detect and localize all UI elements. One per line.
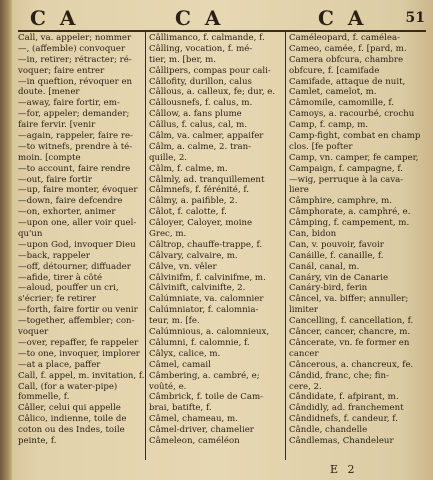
entry-line: doute. [mener [18, 87, 80, 98]
entry-line: voquer; faire entrer [18, 65, 105, 76]
entry-line: cere, 2. [289, 381, 322, 392]
entry-line: —aloud, pouffer un cri, [18, 283, 119, 294]
entry-line: Camp, vn. camper, fe camper, [289, 152, 419, 163]
entries-column-1 [18, 33, 144, 447]
entry-line: Câller, celui qui appelle [18, 403, 121, 414]
entry-line: Canál, canal, m. [289, 261, 360, 272]
entry-line: Câltrop, chauffe-trappe, f. [149, 239, 263, 250]
entry-line: Camlet, camelot, m. [289, 87, 377, 98]
entry-line: tier, m. [ber, m. [149, 54, 216, 65]
entry-line: Caméleopard, f. camélea- [289, 33, 401, 43]
entry-line: Câlm, f. calme, m. [149, 163, 228, 174]
entry-line: Câmphire, camphre, m. [289, 196, 392, 207]
entry-line: liere [289, 185, 309, 196]
entry-line: Câllow, a. fans plume [149, 109, 242, 120]
entry-line: —together, affembler; con- [18, 316, 135, 327]
entry-line: Canáry, vin de Canarie [289, 272, 389, 283]
entry-line: Câncerous, a. chancreux, fe. [289, 359, 414, 370]
entry-line: —forth, faire fortir ou venir [18, 305, 138, 316]
entry-line: fommelle, f. [18, 392, 70, 403]
entry-line: faire fervir. [venir [18, 120, 96, 131]
entry-line: Canáry-bird, ferin [289, 283, 368, 294]
entry-line: Câmel-driver, chamelier [149, 425, 254, 436]
entry-line: Cândidly, ad. franchement [289, 403, 404, 414]
entry-line: —in, retirer; rétracter; ré- [18, 54, 132, 65]
entry-line: cancer [289, 348, 319, 359]
entry-line: coton ou des Indes, toile [18, 425, 125, 436]
entry-line: Calúmniate, va. calomnier [149, 294, 264, 305]
entry-line: Câmphorate, a. camphré, e. [289, 207, 411, 218]
entry-line: Camoys, a. racourbé, crochu [289, 109, 415, 120]
entry-line: —, (affemble) convoquer [18, 43, 126, 54]
entry-line: Câlvary, calvaire, m. [149, 250, 238, 261]
entry-line: Câlvinifm, f. calvinifme, m. [149, 272, 266, 283]
entry-line: Call, va. appeler; nommer [18, 33, 132, 43]
entry-line: quille, 2. [149, 152, 188, 163]
entry-line: Câlling, vocation, f. mé- [149, 43, 253, 54]
entry-line: Câlmy, a. paifible, 2. [149, 196, 238, 207]
entry-line: Câmping, f. campement, m. [289, 218, 410, 229]
entry-line: Camifade, attaque de nuit, [289, 76, 406, 87]
entry-line: —up, faire monter, évoquer [18, 185, 138, 196]
entry-line: peinte, f. [18, 435, 57, 446]
entry-line: teur, m. [fe. [149, 316, 200, 327]
signature-mark: E 2 [330, 463, 358, 476]
entry-line: Câllipers, compas pour cali- [149, 65, 271, 76]
entry-line: —off, détourner, diffuader [18, 261, 131, 272]
entry-line: Câlico, indienne, toile de [18, 414, 127, 425]
entry-line: Cândid, franc, che; fin- [289, 370, 389, 381]
page-number: 51 [405, 10, 425, 26]
entry-line: Call, (for a water-pipe) [18, 381, 118, 392]
entry-line: Call, f. appel, m. invitation, f. [18, 370, 144, 381]
entry-line: Calúmnious, a. calomnieux, [149, 327, 270, 338]
header-column-3: CA [318, 6, 378, 30]
header-column-1: CA [30, 6, 90, 30]
entry-line: brai, batifte, f. [149, 403, 212, 414]
entry-line: Camera obfcura, chambre [289, 54, 404, 65]
entry-line: Câlmly, ad. tranquillement [149, 174, 265, 185]
entry-line: Cândidate, f. afpirant, m. [289, 392, 399, 403]
entry-line: Câllus, f. calus, cal, m. [149, 120, 248, 131]
entry-line: —back, rappeler [18, 250, 90, 261]
entry-line: Câlyx, calice, m. [149, 348, 221, 359]
entry-line: Câlm, a. calme, 2. tran- [149, 141, 252, 152]
entry-line: —on, exhorter, animer [18, 207, 116, 218]
entry-line: Camp-fight, combat en champ [289, 131, 421, 142]
entry-line: —again, rappeler, faire re- [18, 131, 133, 142]
entry-line: Camp, f. camp, m. [289, 120, 369, 131]
entry-line: Câllousnefs, f. calus, m. [149, 98, 253, 109]
entry-line: Câllofity, durillon, calus [149, 76, 252, 87]
entry-line: Câmbrick, f. toile de Cam- [149, 392, 264, 403]
entry-line: Câlvinift, calvinifte, 2. [149, 283, 246, 294]
entry-line: —down, faire defcendre [18, 196, 123, 207]
entry-line: Câncer, cancer, chancre, m. [289, 327, 411, 338]
entry-line: Câncerate, vn. fe former en [289, 337, 410, 348]
column-divider-2 [285, 30, 286, 460]
entry-line: Câmel, camail [149, 359, 211, 370]
entry-line: —upon God, invoquer Dieu [18, 239, 136, 250]
entry-line: Câloyer, Caloyer, moine [149, 218, 253, 229]
entry-line: —to account, faire rendre [18, 163, 131, 174]
entry-line: —to one, invoquer, implorer [18, 348, 140, 359]
entry-line: —wig, perruque à la cava- [289, 174, 404, 185]
entry-line: Cancelling, f. cancellation, f. [289, 316, 414, 327]
column-divider-1 [145, 30, 146, 460]
entries-column-3 [289, 33, 429, 447]
entries-column-2 [149, 33, 283, 447]
entry-line: Câlumni, f. calomnie, f. [149, 337, 250, 348]
entry-line: voquer [18, 327, 49, 338]
entry-line: Câlm, va. calmer, appaifer [149, 131, 264, 142]
entry-line: Can, v. pouvoir, favoir [289, 239, 384, 250]
entry-line: Canáille, f. canaille, f. [289, 250, 384, 261]
entry-line: Can, bidon [289, 229, 337, 240]
entry-line: qu'un [18, 229, 43, 240]
entry-line: Câmeleon, caméléon [149, 435, 240, 446]
entry-line: Câllous, a. calleux, fe; dur, e. [149, 87, 276, 98]
entry-line: Cândlemas, Chandeleur [289, 435, 394, 446]
entry-line: Cameo, camée, f. [pard, m. [289, 43, 407, 54]
entry-line: Cândidnefs, f. candeur, f. [289, 414, 398, 425]
entry-line: Câlve, vn. vêler [149, 261, 217, 272]
entry-line: Câllimanco, f. calmande, f. [149, 33, 265, 43]
entry-line: —out, faire fortir [18, 174, 92, 185]
header-column-2: CA [175, 6, 235, 30]
entry-line: —over, repaffer, fe rappeler [18, 337, 139, 348]
entry-line: —upon one, aller voir quel- [18, 218, 137, 229]
entry-line: —in queftion, révoquer en [18, 76, 133, 87]
entry-line: Cândle, chandelle [289, 425, 368, 436]
entry-line: Câmel, chameau, m. [149, 414, 238, 425]
entry-line: —away, faire fortir, em- [18, 98, 120, 109]
entry-line: Câmomile, camomille, f. [289, 98, 395, 109]
entry-line: —for, appeler; demander; [18, 109, 130, 120]
entry-line: s'écrier; fe retirer [18, 294, 97, 305]
entry-line: —afide, tirer à côté [18, 272, 103, 283]
entry-line: Câlmnefs, f. férénité, f. [149, 185, 249, 196]
entry-line: Câlot, f. calotte, f. [149, 207, 227, 218]
entry-line: Grec, m. [149, 229, 187, 240]
book-spine [0, 0, 12, 480]
entry-line: Calúmniator, f. calomnia- [149, 305, 259, 316]
header-rule [18, 30, 426, 32]
entry-line: obfcure, f. [camifade [289, 65, 380, 76]
entry-line: Câncel, va. biffer; annuller; [289, 294, 409, 305]
entry-line: moin. [compte [18, 152, 81, 163]
entry-line: clos. [fe pofter [289, 141, 353, 152]
entry-line: —to witnefs, prendre à té- [18, 141, 133, 152]
entry-line: Câmbering, a. cambré, e; [149, 370, 260, 381]
entry-line: —at a place, paffer [18, 359, 101, 370]
entry-line: Campaign, f. campagne, f. [289, 163, 403, 174]
entry-line: voûté, e. [149, 381, 187, 392]
entry-line: limiter [289, 305, 319, 316]
